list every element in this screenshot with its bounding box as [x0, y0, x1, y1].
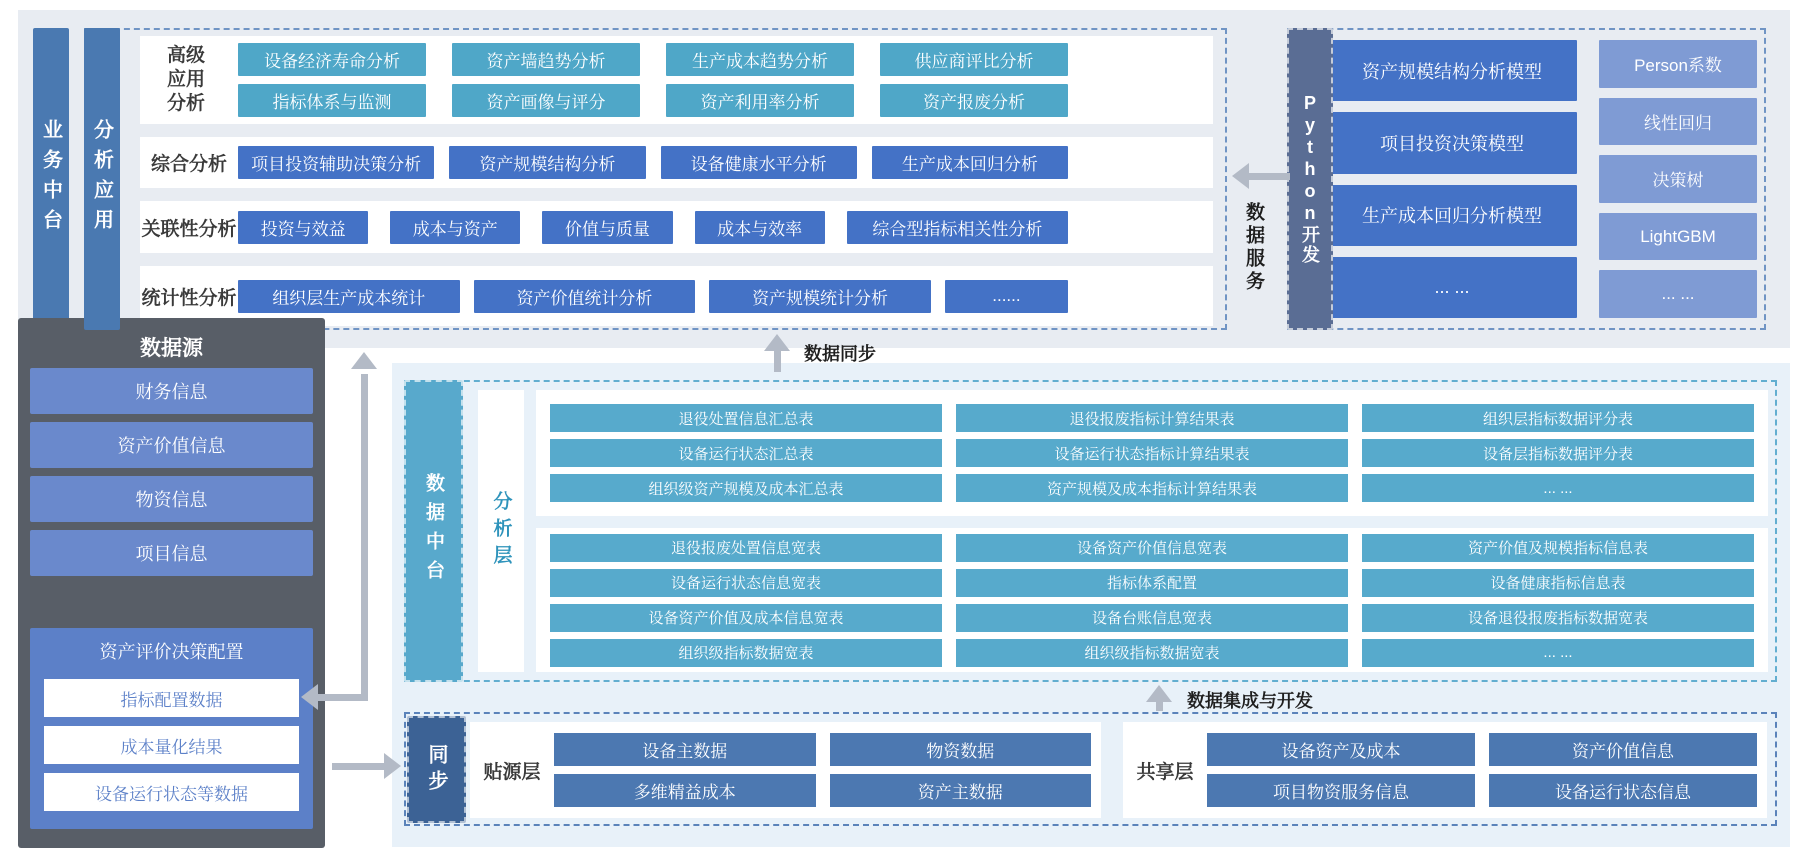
analysis-box: ...... [945, 280, 1068, 313]
connector-vertical-shaft [361, 374, 368, 700]
table-box: 设备健康指标信息表 [1362, 569, 1754, 597]
row-advanced-analysis [140, 36, 1213, 124]
data-box: 资产价值信息 [1489, 733, 1757, 766]
share-layer-panel [1123, 722, 1767, 818]
python-models [1327, 40, 1577, 318]
data-box: 设备资产及成本 [1207, 733, 1475, 766]
analysis-box: 成本与资产 [390, 211, 520, 244]
asset-evaluation-config-box [30, 628, 313, 829]
algorithm-box: LightGBM [1599, 213, 1757, 261]
source-layer-panel [470, 722, 1101, 818]
analysis-box: 价值与质量 [542, 211, 672, 244]
table-box: 设备资产价值及成本信息宽表 [550, 604, 942, 632]
share-layer-label: 共享层 [1136, 761, 1194, 783]
table-box: ... ... [1362, 639, 1754, 667]
algorithm-box: ... ... [1599, 270, 1757, 318]
algorithm-box: Person系数 [1599, 40, 1757, 88]
model-box: 资产规模结构分析模型 [1327, 40, 1577, 101]
data-integration-label: 数据集成与开发 [1187, 691, 1313, 711]
right-arrow-icon [384, 753, 401, 779]
source-layer-label: 贴源层 [483, 761, 541, 783]
data-source-title: 数据源 [140, 337, 203, 360]
data-integration-arrow-icon [1146, 685, 1172, 702]
analysis-box: 设备经济寿命分析 [238, 43, 426, 76]
data-service-label: 数据服务 [1243, 202, 1264, 294]
up-arrow-icon [351, 352, 377, 369]
table-box: 设备退役报废指标数据宽表 [1362, 604, 1754, 632]
table-box: 退役处置信息汇总表 [550, 404, 942, 432]
data-sync-label: 数据同步 [804, 344, 876, 364]
data-sync-arrow-shaft [774, 351, 781, 372]
analysis-box: 供应商评比分析 [880, 43, 1068, 76]
config-item: 设备运行状态等数据 [44, 773, 299, 811]
table-box: 设备台账信息宽表 [956, 604, 1348, 632]
analysis-box: 组织层生产成本统计 [238, 280, 460, 313]
table-box: 组织级指标数据宽表 [550, 639, 942, 667]
data-box: 资产主数据 [830, 774, 1092, 807]
table-box: 退役报废指标计算结果表 [956, 404, 1348, 432]
table-box: ... ... [1362, 474, 1754, 502]
business-platform-bar: 业务中台 [33, 28, 69, 330]
data-source-item: 财务信息 [30, 368, 313, 414]
analysis-box: 设备健康水平分析 [661, 146, 857, 179]
model-box: ... ... [1327, 257, 1577, 318]
analysis-box: 资产画像与评分 [452, 84, 640, 117]
data-source-item: 项目信息 [30, 530, 313, 576]
config-item: 成本量化结果 [44, 726, 299, 764]
sync-bar: 同步 [407, 716, 466, 823]
summary-tables-panel [536, 390, 1768, 516]
sync-arrow-shaft [332, 763, 384, 770]
top-band [18, 10, 1790, 348]
table-box: 设备运行状态指标计算结果表 [956, 439, 1348, 467]
table-box: 指标体系配置 [956, 569, 1348, 597]
python-dev-bar: Python开发 [1287, 28, 1333, 330]
row-label: 统计性分析 [141, 287, 237, 309]
analysis-app-bar: 分析应用 [84, 28, 120, 330]
left-arrow-icon [301, 684, 318, 710]
row-label: 关联性分析 [141, 218, 237, 240]
config-title: 资产评价决策配置 [99, 642, 244, 662]
analysis-box: 资产价值统计分析 [474, 280, 696, 313]
data-box: 多维精益成本 [554, 774, 816, 807]
analysis-box: 资产墙趋势分析 [452, 43, 640, 76]
model-box: 项目投资决策模型 [1327, 112, 1577, 173]
model-box: 生产成本回归分析模型 [1327, 185, 1577, 246]
row-comprehensive-analysis [140, 137, 1213, 189]
row-correlation-analysis [140, 201, 1213, 253]
table-box: 设备运行状态信息宽表 [550, 569, 942, 597]
config-item: 指标配置数据 [44, 679, 299, 717]
analysis-layer-label: 分析层 [478, 390, 524, 672]
analysis-box: 资产利用率分析 [666, 84, 854, 117]
analysis-box: 指标体系与监测 [238, 84, 426, 117]
data-source-panel [18, 318, 325, 848]
python-algorithms [1599, 40, 1757, 318]
table-box: 组织层指标数据评分表 [1362, 404, 1754, 432]
analysis-box: 资产规模结构分析 [449, 146, 645, 179]
table-box: 资产规模及成本指标计算结果表 [956, 474, 1348, 502]
analysis-box: 资产规模统计分析 [709, 280, 931, 313]
algorithm-box: 线性回归 [1599, 98, 1757, 146]
data-source-item: 资产价值信息 [30, 422, 313, 468]
data-box: 设备运行状态信息 [1489, 774, 1757, 807]
analysis-box: 投资与效益 [238, 211, 368, 244]
table-box: 设备资产价值信息宽表 [956, 534, 1348, 562]
analysis-rows [140, 36, 1213, 326]
data-service-arrow-shaft [1248, 173, 1290, 180]
data-middle-platform-bar: 数据中台 [404, 380, 463, 682]
analysis-box: 生产成本趋势分析 [666, 43, 854, 76]
data-box: 设备主数据 [554, 733, 816, 766]
data-source-item: 物资信息 [30, 476, 313, 522]
table-box: 设备层指标数据评分表 [1362, 439, 1754, 467]
data-service-arrow-icon [1232, 163, 1249, 189]
row-label: 高级应用分析 [167, 45, 206, 114]
data-sync-arrow-icon [764, 334, 790, 351]
table-box: 组织级资产规模及成本汇总表 [550, 474, 942, 502]
table-box: 资产价值及规模指标信息表 [1362, 534, 1754, 562]
connector-horizontal-shaft [318, 694, 368, 701]
analysis-box: 综合型指标相关性分析 [847, 211, 1068, 244]
analysis-box: 生产成本回归分析 [872, 146, 1068, 179]
wide-tables-panel [536, 528, 1768, 672]
row-label: 综合分析 [150, 154, 227, 176]
analysis-box: 资产报废分析 [880, 84, 1068, 117]
algorithm-box: 决策树 [1599, 155, 1757, 203]
table-box: 设备运行状态汇总表 [550, 439, 942, 467]
table-box: 退役报废处置信息宽表 [550, 534, 942, 562]
data-box: 物资数据 [830, 733, 1092, 766]
analysis-box: 项目投资辅助决策分析 [238, 146, 434, 179]
table-box: 组织级指标数据宽表 [956, 639, 1348, 667]
data-middle-platform-section [392, 363, 1790, 847]
analysis-box: 成本与效率 [695, 211, 825, 244]
data-box: 项目物资服务信息 [1207, 774, 1475, 807]
data-integration-arrow-shaft [1156, 702, 1163, 711]
